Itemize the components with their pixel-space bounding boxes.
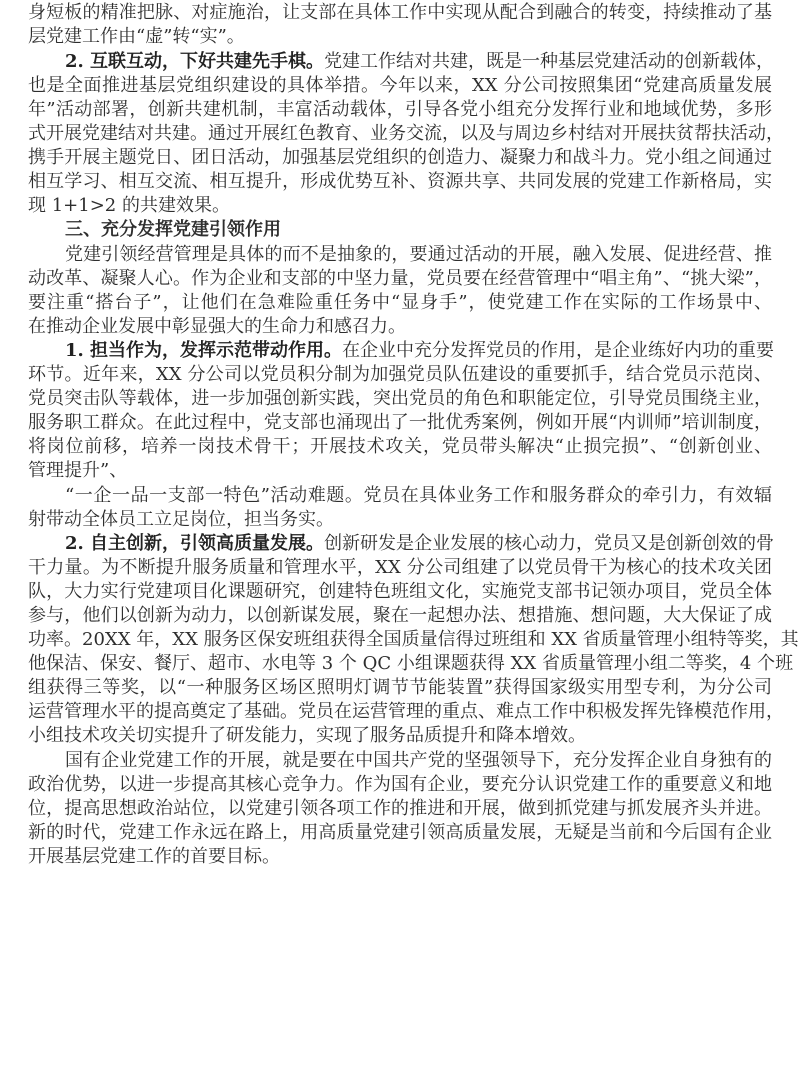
text-line bbox=[28, 291, 772, 315]
text-line bbox=[28, 25, 772, 49]
text-line bbox=[28, 170, 772, 194]
line-text: 相互学习、相互交流、相互提升，形成优势互补、资源共享、共同发展的党建工作新格局，实 bbox=[28, 170, 772, 192]
text-line bbox=[28, 339, 775, 363]
text-line bbox=[28, 773, 772, 797]
text-line bbox=[28, 604, 772, 628]
text-line bbox=[28, 1, 772, 25]
text-line bbox=[28, 411, 772, 435]
line-text: 服务职工群众。在此过程中，党支部也涌现出了一批优秀案例，例如开展“内训师”培训制度， bbox=[28, 412, 772, 433]
text-line bbox=[28, 218, 772, 242]
text-line bbox=[28, 74, 772, 98]
line-text: 年”活动部署，创新共建机制，丰富活动载体，引导各党小组充分发挥行业和地域优势，多形 bbox=[28, 98, 772, 120]
line-text: 干力量。为不断提升服务质量和管理水平，XX 分公司组建了以党员骨干为核心的技术攻关团 bbox=[28, 557, 772, 578]
line-text: 式开展党建结对共建。通过开展红色教育、业务交流，以及与周边乡村结对开展扶贫帮扶活动， bbox=[28, 122, 784, 144]
paragraph bbox=[28, 484, 772, 532]
paragraph-lead: 2. 自主创新，引领高质量发展。 bbox=[65, 533, 325, 554]
line-text: 携手开展主题党日、团日活动，加强基层党组织的创造力、凝聚力和战斗力。党小组之间通过 bbox=[28, 146, 772, 168]
text-line bbox=[28, 821, 772, 845]
line-text: 党建工作结对共建，既是一种基层党建活动的创新载体， bbox=[324, 50, 775, 72]
text-line bbox=[28, 50, 775, 74]
text-line bbox=[28, 363, 772, 387]
line-text: 队，大力实行党建项目化课题研究，创建特色班组文化，实施党支部书记领办项目，党员全体 bbox=[28, 581, 772, 602]
text-line bbox=[28, 435, 772, 459]
paragraph-lead: 2. 互联互动，下好共建先手棋。 bbox=[65, 50, 325, 72]
line-text: 将岗位前移，培养一岗技术骨干；开展技术攻关，党员带头解决“止损完损”、“创新创业、 bbox=[28, 436, 772, 457]
text-line bbox=[28, 459, 772, 483]
text-line bbox=[28, 98, 772, 122]
text-line bbox=[28, 700, 784, 724]
text-line bbox=[28, 243, 772, 267]
line-text: 要注重“搭台子”，让他们在急难险重任务中“显身手”，使党建工作在实际的工作场景中、 bbox=[28, 291, 772, 313]
line-text: 创新研发是企业发展的核心动力，党员又是创新创效的骨 bbox=[324, 533, 775, 554]
section-heading bbox=[28, 218, 772, 242]
line-text: “一企一品一支部一特色”活动难题。党员在具体业务工作和服务群众的牵引力，有效辐 bbox=[65, 484, 772, 506]
line-text: 政治优势，以进一步提高其核心竞争力。作为国有企业，要充分认识党建工作的重要意义和地 bbox=[28, 773, 772, 795]
paragraph bbox=[28, 339, 775, 483]
line-text: 管理提升”、 bbox=[28, 460, 128, 481]
text-line bbox=[28, 122, 784, 146]
line-text: 功率。20XX 年，XX 服务区保安班组获得全国质量信得过班组和 XX 省质量管理小组特等奖，其 bbox=[28, 629, 799, 650]
line-text: 国有企业党建工作的开展，就是要在中国共产党的坚强领导下，充分发挥企业自身独有的 bbox=[65, 749, 772, 771]
paragraph bbox=[28, 50, 784, 218]
paragraph bbox=[28, 1, 772, 49]
line-text: 环节。近年来，XX 分公司以党员积分制为加强党员队伍建设的重要抓手，结合党员示范岗、 bbox=[28, 364, 772, 385]
text-line bbox=[28, 194, 772, 218]
text-line bbox=[28, 797, 772, 821]
paragraph bbox=[28, 749, 772, 869]
line-text: 三、充分发挥党建引领作用 bbox=[65, 219, 281, 240]
text-line bbox=[28, 845, 772, 869]
text-line bbox=[28, 580, 772, 604]
text-line bbox=[28, 749, 772, 773]
paragraph bbox=[28, 532, 799, 748]
text-line bbox=[28, 508, 772, 532]
text-line bbox=[28, 484, 772, 508]
text-line bbox=[28, 676, 772, 700]
line-text: 党员突击队等载体，进一步加强创新实践，突出党员的角色和职能定位，引导党员围绕主业， bbox=[28, 388, 772, 409]
line-text: 参与，他们以创新为动力，以创新谋发展，聚在一起想办法、想措施、想问题，大大保证了成 bbox=[28, 605, 772, 626]
line-text: 层党建工作由“虚”转“实”。 bbox=[28, 26, 245, 47]
text-line bbox=[28, 387, 772, 411]
paragraph bbox=[28, 243, 772, 339]
text-line bbox=[28, 556, 772, 580]
text-line bbox=[28, 724, 772, 748]
line-text: 身短板的精准把脉、对症施治，让支部在具体工作中实现从配合到融合的转变，持续推动了基 bbox=[28, 2, 772, 23]
line-text: 动改革、凝聚人心。作为企业和支部的中坚力量，党员要在经营管理中“唱主角”、“挑大梁”， bbox=[28, 267, 772, 289]
line-text: 位，提高思想政治站位，以党建引领各项工作的推进和开展，做到抓党建与抓发展齐头并进。 bbox=[28, 797, 772, 819]
line-text: 现 1+1>2 的共建效果。 bbox=[28, 194, 230, 216]
text-line bbox=[28, 652, 794, 676]
line-text: 党建引领经营管理是具体的而不是抽象的，要通过活动的开展，融入发展、促进经营、推 bbox=[65, 243, 772, 265]
line-text: 他保洁、保安、餐厅、超市、水电等 3 个 QC 小组课题获得 XX 省质量管理小组二等奖，4 个班 bbox=[28, 653, 794, 674]
text-line bbox=[28, 267, 772, 291]
text-line bbox=[28, 146, 772, 170]
line-text: 小组技术攻关切实提升了研发能力，实现了服务品质提升和降本增效。 bbox=[28, 725, 586, 746]
line-text: 运营管理水平的提高奠定了基础。党员在运营管理的重点、难点工作中积极发挥先锋模范作用， bbox=[28, 701, 784, 722]
paragraph-lead: 1. 担当作为，发挥示范带动作用。 bbox=[65, 340, 343, 361]
document-body bbox=[28, 1, 799, 869]
line-text: 在推动企业发展中彰显强大的生命力和感召力。 bbox=[28, 315, 406, 337]
text-line bbox=[28, 628, 799, 652]
line-text: 射带动全体员工立足岗位，担当务实。 bbox=[28, 508, 334, 530]
text-line bbox=[28, 315, 772, 339]
text-line bbox=[28, 532, 775, 556]
line-text: 开展基层党建工作的首要目标。 bbox=[28, 845, 280, 867]
line-text: 在企业中充分发挥党员的作用，是企业练好内功的重要 bbox=[342, 340, 775, 361]
line-text: 也是全面推进基层党组织建设的具体举措。今年以来，XX 分公司按照集团“党建高质量发展 bbox=[28, 74, 772, 96]
line-text: 新的时代，党建工作永远在路上，用高质量党建引领高质量发展，无疑是当前和今后国有企业 bbox=[28, 821, 772, 843]
line-text: 组获得三等奖，以“一种服务区场区照明灯调节节能装置”获得国家级实用型专利，为分公司 bbox=[28, 677, 772, 698]
